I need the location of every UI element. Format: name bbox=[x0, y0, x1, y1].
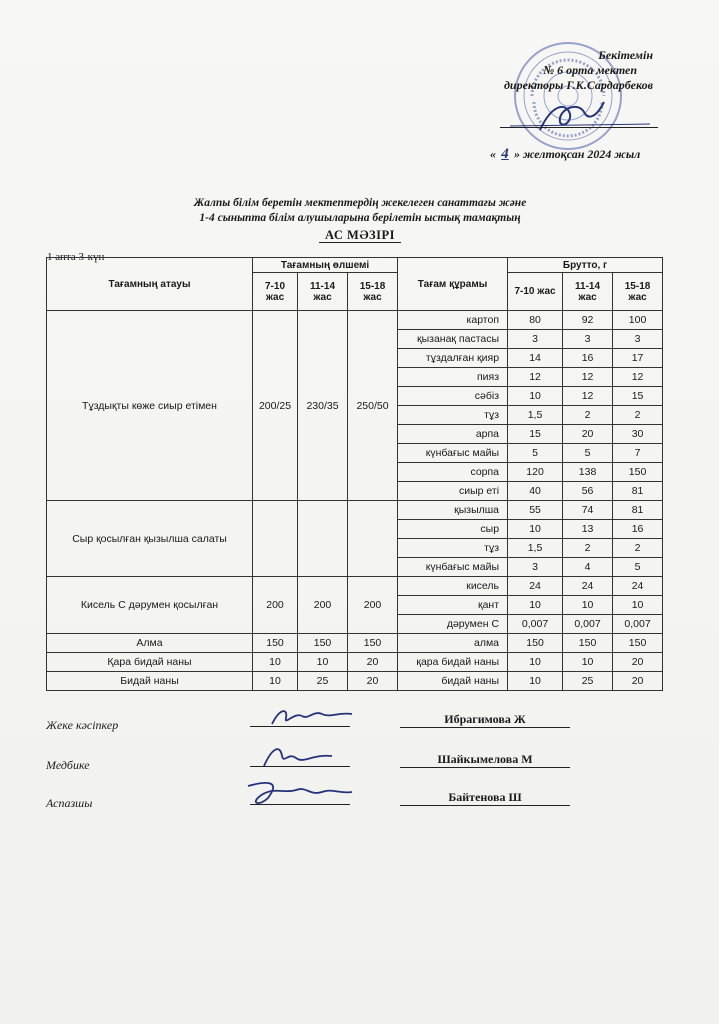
brutto-cell: 24 bbox=[613, 577, 663, 596]
portion-cell: 20 bbox=[348, 653, 398, 672]
brutto-cell: 0,007 bbox=[563, 615, 613, 634]
date-month-year: желтоқсан 2024 жыл bbox=[523, 147, 641, 161]
date-day: 4 bbox=[501, 146, 509, 162]
brutto-cell: 15 bbox=[508, 425, 563, 444]
header-brutto-age2: 11-14 жас bbox=[563, 273, 613, 311]
table-row bbox=[47, 311, 663, 330]
signature-role-3: Аспазшы bbox=[46, 796, 93, 810]
brutto-cell: 150 bbox=[508, 634, 563, 653]
table-row bbox=[47, 577, 663, 596]
portion-cell bbox=[298, 501, 348, 577]
brutto-cell: 20 bbox=[613, 653, 663, 672]
brutto-cell: 30 bbox=[613, 425, 663, 444]
brutto-cell: 150 bbox=[563, 634, 613, 653]
portion-cell: 250/50 bbox=[348, 311, 398, 501]
brutto-cell: 5 bbox=[508, 444, 563, 463]
header-portion-age2: 11-14 жас bbox=[298, 273, 348, 311]
approval-director: директоры Г.К.Сардарбеков bbox=[503, 78, 653, 92]
ingredient-cell: пияз bbox=[398, 368, 508, 387]
brutto-cell: 16 bbox=[563, 349, 613, 368]
brutto-cell: 17 bbox=[613, 349, 663, 368]
brutto-cell: 100 bbox=[613, 311, 663, 330]
brutto-cell: 120 bbox=[508, 463, 563, 482]
director-sign-line bbox=[500, 127, 658, 128]
ingredient-cell: бидай наны bbox=[398, 672, 508, 691]
brutto-cell: 40 bbox=[508, 482, 563, 501]
signature-name-3: Байтенова Ш bbox=[400, 790, 570, 806]
ingredient-cell: қызанақ пастасы bbox=[398, 330, 508, 349]
director-signature bbox=[500, 96, 660, 136]
brutto-cell: 81 bbox=[613, 501, 663, 520]
ingredient-cell: тұз bbox=[398, 406, 508, 425]
brutto-cell: 150 bbox=[613, 463, 663, 482]
header-portion-age1: 7-10 жас bbox=[253, 273, 298, 311]
brutto-cell: 16 bbox=[613, 520, 663, 539]
portion-cell: 150 bbox=[298, 634, 348, 653]
brutto-cell: 92 bbox=[563, 311, 613, 330]
portion-cell bbox=[348, 501, 398, 577]
ingredient-cell: сорпа bbox=[398, 463, 508, 482]
ingredient-cell: қара бидай наны bbox=[398, 653, 508, 672]
brutto-cell: 74 bbox=[563, 501, 613, 520]
brutto-cell: 14 bbox=[508, 349, 563, 368]
header-composition: Тағам құрамы bbox=[398, 258, 508, 311]
brutto-cell: 20 bbox=[613, 672, 663, 691]
brutto-cell: 15 bbox=[613, 387, 663, 406]
portion-cell: 230/35 bbox=[298, 311, 348, 501]
brutto-cell: 2 bbox=[563, 539, 613, 558]
ingredient-cell: тұздалған қияр bbox=[398, 349, 508, 368]
brutto-cell: 5 bbox=[563, 444, 613, 463]
portion-cell bbox=[253, 501, 298, 577]
table-row bbox=[47, 653, 663, 672]
brutto-cell: 3 bbox=[613, 330, 663, 349]
brutto-cell: 2 bbox=[613, 406, 663, 425]
dish-name-cell: Кисель С дәрумен қосылған bbox=[47, 577, 253, 634]
brutto-cell: 80 bbox=[508, 311, 563, 330]
brutto-cell: 5 bbox=[613, 558, 663, 577]
portion-cell: 150 bbox=[348, 634, 398, 653]
brutto-cell: 25 bbox=[563, 672, 613, 691]
table-row bbox=[47, 672, 663, 691]
approval-date: « 4 » желтоқсан 2024 жыл bbox=[490, 146, 641, 162]
brutto-cell: 24 bbox=[508, 577, 563, 596]
portion-cell: 150 bbox=[253, 634, 298, 653]
brutto-cell: 12 bbox=[613, 368, 663, 387]
brutto-cell: 10 bbox=[613, 596, 663, 615]
signature-role-1: Жеке кәсіпкер bbox=[46, 718, 119, 732]
header-portion-age3: 15-18 жас bbox=[348, 273, 398, 311]
signature-1 bbox=[268, 704, 358, 730]
brutto-cell: 10 bbox=[508, 596, 563, 615]
title-line-2: 1-4 сыныпта білім алушыларына берілетін ыстық тамақтың bbox=[199, 212, 521, 224]
brutto-cell: 3 bbox=[563, 330, 613, 349]
header-portion: Тағамның өлшемі bbox=[253, 258, 398, 273]
table-row bbox=[47, 634, 663, 653]
ingredient-cell: дәрумен С bbox=[398, 615, 508, 634]
brutto-cell: 1,5 bbox=[508, 406, 563, 425]
brutto-cell: 10 bbox=[508, 653, 563, 672]
approval-title: Бекітемін bbox=[598, 48, 653, 62]
brutto-cell: 81 bbox=[613, 482, 663, 501]
portion-cell: 10 bbox=[253, 672, 298, 691]
brutto-cell: 2 bbox=[563, 406, 613, 425]
ingredient-cell: қант bbox=[398, 596, 508, 615]
menu-table bbox=[46, 257, 663, 691]
dish-name-cell: Қара бидай наны bbox=[47, 653, 253, 672]
brutto-cell: 10 bbox=[508, 520, 563, 539]
brutto-cell: 56 bbox=[563, 482, 613, 501]
header-brutto-age1: 7-10 жас bbox=[508, 273, 563, 311]
brutto-cell: 10 bbox=[563, 596, 613, 615]
header-dish-name: Тағамның атауы bbox=[47, 258, 253, 311]
signature-role-2: Медбике bbox=[46, 758, 90, 772]
signature-2 bbox=[258, 742, 338, 770]
header-brutto-age3: 15-18 жас bbox=[613, 273, 663, 311]
title-line-3 bbox=[100, 228, 620, 243]
brutto-cell: 10 bbox=[508, 672, 563, 691]
ingredient-cell: қызылша bbox=[398, 501, 508, 520]
portion-cell: 25 bbox=[298, 672, 348, 691]
menu-body bbox=[47, 311, 663, 691]
portion-cell: 200 bbox=[348, 577, 398, 634]
brutto-cell: 12 bbox=[508, 368, 563, 387]
ingredient-cell: арпа bbox=[398, 425, 508, 444]
ingredient-cell: сәбіз bbox=[398, 387, 508, 406]
brutto-cell: 4 bbox=[563, 558, 613, 577]
brutto-cell: 10 bbox=[508, 387, 563, 406]
ingredient-cell: сыр bbox=[398, 520, 508, 539]
brutto-cell: 3 bbox=[508, 330, 563, 349]
dish-name-cell: Тұздықты көже сиыр етімен bbox=[47, 311, 253, 501]
brutto-cell: 12 bbox=[563, 387, 613, 406]
portion-cell: 20 bbox=[348, 672, 398, 691]
portion-cell: 10 bbox=[253, 653, 298, 672]
dish-name-cell: Бидай наны bbox=[47, 672, 253, 691]
approval-block bbox=[431, 48, 661, 93]
brutto-cell: 12 bbox=[563, 368, 613, 387]
dish-name-cell: Алма bbox=[47, 634, 253, 653]
brutto-cell: 2 bbox=[613, 539, 663, 558]
ingredient-cell: кисель bbox=[398, 577, 508, 596]
ingredient-cell: алма bbox=[398, 634, 508, 653]
brutto-cell: 150 bbox=[613, 634, 663, 653]
ingredient-cell: картоп bbox=[398, 311, 508, 330]
signature-3 bbox=[240, 778, 358, 808]
brutto-cell: 55 bbox=[508, 501, 563, 520]
brutto-cell: 0,007 bbox=[508, 615, 563, 634]
ingredient-cell: тұз bbox=[398, 539, 508, 558]
brutto-cell: 24 bbox=[563, 577, 613, 596]
brutto-cell: 13 bbox=[563, 520, 613, 539]
brutto-cell: 0,007 bbox=[613, 615, 663, 634]
signature-name-1: Ибрагимова Ж bbox=[400, 712, 570, 728]
week-label: 1 апта 3-күн bbox=[47, 251, 105, 263]
approval-school: № 6 орта мектеп bbox=[543, 63, 637, 77]
brutto-cell: 7 bbox=[613, 444, 663, 463]
ingredient-cell: күнбағыс майы bbox=[398, 558, 508, 577]
title-line-1: Жалпы білім беретін мектептердің жекелеген санаттағы және bbox=[193, 197, 527, 209]
portion-cell: 200 bbox=[253, 577, 298, 634]
brutto-cell: 10 bbox=[563, 653, 613, 672]
header-brutto: Брутто, г bbox=[508, 258, 663, 273]
dish-name-cell: Сыр қосылған қызылша салаты bbox=[47, 501, 253, 577]
menu-title: АС МӘЗІРІ bbox=[319, 228, 401, 243]
brutto-cell: 1,5 bbox=[508, 539, 563, 558]
signature-name-2: Шайкымелова М bbox=[400, 752, 570, 768]
brutto-cell: 20 bbox=[563, 425, 613, 444]
table-row bbox=[47, 501, 663, 520]
ingredient-cell: күнбағыс майы bbox=[398, 444, 508, 463]
portion-cell: 10 bbox=[298, 653, 348, 672]
brutto-cell: 3 bbox=[508, 558, 563, 577]
portion-cell: 200 bbox=[298, 577, 348, 634]
brutto-cell: 138 bbox=[563, 463, 613, 482]
ingredient-cell: сиыр еті bbox=[398, 482, 508, 501]
portion-cell: 200/25 bbox=[253, 311, 298, 501]
